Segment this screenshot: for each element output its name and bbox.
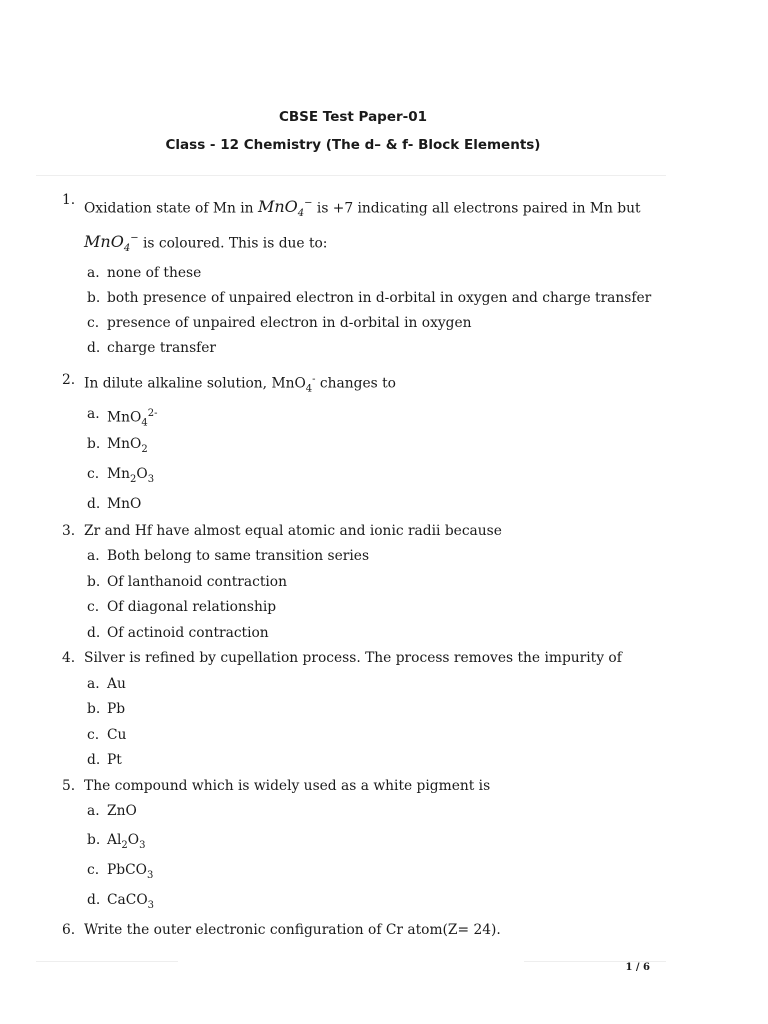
- question-1: [0, 192, 664, 261]
- option[interactable]: [0, 885, 768, 915]
- question-text: The compound which is widely used as a white pigment is: [84, 777, 491, 794]
- option-letter: d.: [87, 624, 101, 641]
- formula-sub: 4: [305, 383, 313, 395]
- option[interactable]: [0, 570, 768, 596]
- question-text-part: is +7 indicating all electrons paired in Mn but: [312, 200, 641, 217]
- option[interactable]: [0, 723, 768, 749]
- option-text: charge transfer: [107, 340, 217, 357]
- option-letter: c.: [87, 726, 100, 743]
- question-number: 5.: [62, 777, 76, 794]
- question-list: [0, 192, 768, 945]
- option-letter: d.: [87, 891, 101, 908]
- option-text: Cu: [107, 726, 127, 743]
- formula-sub: 4: [141, 417, 148, 429]
- option-text: none of these: [107, 265, 202, 282]
- question-text-part: Oxidation state of Mn in: [84, 200, 258, 217]
- formula-base: ZnO: [107, 803, 137, 820]
- formula-base: MnO: [107, 436, 142, 453]
- option-text: Pt: [107, 752, 122, 769]
- question-number: 1.: [62, 192, 76, 208]
- question-text-part: changes to: [315, 375, 396, 392]
- option-letter: b.: [87, 436, 101, 453]
- question-number: 6.: [62, 921, 76, 938]
- option-letter: b.: [87, 701, 101, 718]
- option-letter: c.: [87, 466, 100, 483]
- formula-sup: -: [312, 374, 316, 386]
- option-text: Of actinoid contraction: [107, 624, 269, 641]
- question-number: 4.: [62, 650, 76, 667]
- option[interactable]: [0, 336, 768, 361]
- question-number: 3.: [62, 523, 76, 540]
- question-text: Silver is refined by cupellation process. The process removes the impurity of: [84, 650, 622, 667]
- option[interactable]: [0, 799, 768, 825]
- formula-base: Mn: [107, 466, 131, 483]
- option[interactable]: [0, 748, 768, 774]
- option-letter: a.: [87, 406, 100, 423]
- option-text: Both belong to same transition series: [107, 548, 370, 565]
- option-letter: a.: [87, 803, 100, 820]
- question-4: [0, 646, 664, 672]
- page-subtitle: Class - 12 Chemistry (The d– & f- Block Elements): [165, 137, 541, 153]
- option[interactable]: [0, 261, 768, 286]
- question-text: Zr and Hf have almost equal atomic and ionic radii because: [84, 523, 502, 540]
- question-text: Write the outer electronic configuration of Cr atom(Z= 24).: [84, 921, 501, 938]
- math-sub: 4: [297, 208, 305, 220]
- option[interactable]: [0, 489, 768, 519]
- formula-base: O: [136, 466, 148, 483]
- question-5: [0, 774, 664, 800]
- option-text: Au: [107, 675, 126, 692]
- formula-sub: 2: [121, 839, 128, 851]
- math-formula: [84, 231, 139, 255]
- math-base: MnO: [257, 197, 298, 217]
- option-text: Of diagonal relationship: [107, 599, 277, 616]
- question-2: [0, 361, 664, 399]
- option[interactable]: [0, 825, 768, 855]
- math-base: MnO: [84, 231, 124, 251]
- formula-sub: 3: [147, 899, 155, 911]
- option-text: Of lanthanoid contraction: [107, 573, 287, 590]
- option[interactable]: [0, 429, 768, 459]
- formula-base: O: [127, 831, 140, 848]
- footer-divider-left: [36, 961, 178, 962]
- formula-base: PbCO: [107, 861, 147, 878]
- formula-sub: 3: [139, 839, 146, 851]
- formula-sup: 2-: [147, 408, 158, 420]
- formula-sub: 3: [147, 473, 155, 485]
- formula-sub: 2: [141, 443, 148, 455]
- formula-sub: 2: [130, 473, 137, 485]
- option-letter: b.: [87, 290, 101, 307]
- option-letter: c.: [87, 315, 100, 332]
- math-sup: −: [304, 198, 313, 209]
- option-letter: a.: [87, 265, 100, 282]
- math-formula: [257, 197, 313, 220]
- option-letter: a.: [87, 675, 100, 692]
- option[interactable]: [0, 672, 768, 698]
- question-text-line2: [84, 227, 664, 262]
- option-text: presence of unpaired electron in d-orbital in oxygen: [107, 315, 472, 332]
- formula-base: CaCO: [107, 891, 148, 908]
- option[interactable]: [0, 399, 768, 429]
- question-text-part: In dilute alkaline solution, MnO: [84, 375, 306, 392]
- option[interactable]: [0, 459, 768, 489]
- question-text-part: is coloured. This is due to:: [138, 234, 328, 251]
- option[interactable]: [0, 595, 768, 621]
- formula-base: MnO: [107, 496, 142, 513]
- page-header: [0, 107, 706, 155]
- page-title: CBSE Test Paper-01: [278, 109, 428, 125]
- question-3: [0, 519, 664, 544]
- formula-base: Al: [107, 831, 122, 848]
- option[interactable]: [0, 855, 768, 885]
- option-letter: c.: [87, 861, 100, 878]
- option-letter: d.: [87, 496, 101, 513]
- option-letter: a.: [87, 548, 100, 565]
- header-divider: [36, 175, 666, 176]
- option-letter: b.: [87, 831, 101, 848]
- option[interactable]: [0, 697, 768, 723]
- option[interactable]: [0, 311, 768, 336]
- question-6: [0, 915, 664, 945]
- option-letter: b.: [87, 573, 101, 590]
- question-number: 2.: [62, 372, 76, 389]
- option-text: Pb: [107, 701, 126, 718]
- option-letter: c.: [87, 599, 100, 616]
- option-letter: d.: [87, 752, 101, 769]
- option[interactable]: [0, 286, 768, 311]
- formula-base: MnO: [107, 409, 142, 426]
- math-sub: 4: [123, 243, 131, 255]
- option[interactable]: [0, 544, 768, 570]
- page-number: 1 / 6: [625, 962, 650, 973]
- option-text: both presence of unpaired electron in d-orbital in oxygen and charge transfer: [107, 290, 652, 307]
- math-sup: −: [130, 232, 139, 244]
- question-text: [84, 192, 664, 227]
- option-letter: d.: [87, 340, 101, 357]
- option[interactable]: [0, 621, 768, 647]
- formula-sub: 3: [146, 869, 154, 881]
